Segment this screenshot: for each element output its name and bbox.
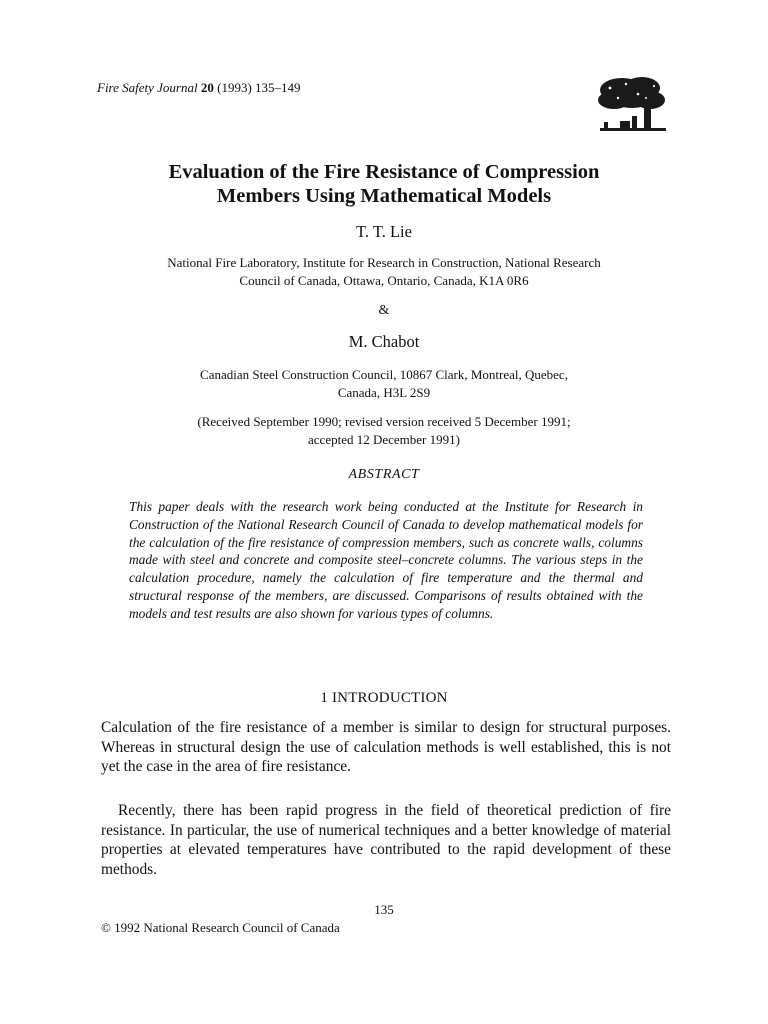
tree-logo-graphic bbox=[592, 74, 670, 140]
author-1-affiliation-line-2: Council of Canada, Ottawa, Ontario, Canada, K1A 0R6 bbox=[239, 272, 529, 288]
author-1-affiliation bbox=[80, 254, 688, 289]
journal-name: Fire Safety Journal bbox=[97, 80, 198, 95]
author-1-affiliation-line-1: National Fire Laboratory, Institute for Research in Construction, National Research bbox=[167, 255, 601, 270]
abstract-heading: ABSTRACT bbox=[348, 467, 420, 482]
received-dates-line-2: accepted 12 December 1991) bbox=[308, 431, 460, 447]
page-number: 135 bbox=[374, 902, 394, 917]
copyright-notice: © 1992 National Research Council of Canada bbox=[101, 920, 340, 935]
paper-title-line-1: Evaluation of the Fire Resistance of Compression bbox=[168, 161, 600, 183]
tree-logo-icon bbox=[592, 74, 670, 140]
received-dates bbox=[80, 413, 688, 448]
abstract-text: This paper deals with the research work being conducted at the Institute for Research in Construction of the National Research Council of Canada to develop mathematical models for the calculation of the fire resistance of compression members, such as concrete walls, columns made with steel and concrete and composite steel–concrete columns. The various steps in the calculation procedure, namely the calculation of fire temperature and the thermal and structural response of the members, are discussed. Comparisons of results obtained with the models and test results are also shown for various types of columns. bbox=[129, 499, 643, 621]
author-separator: & bbox=[378, 303, 390, 318]
journal-volume: 20 bbox=[200, 80, 214, 95]
paper-title-line-2: Members Using Mathematical Models bbox=[216, 184, 552, 207]
received-dates-line-1: (Received September 1990; revised version received 5 December 1991; bbox=[197, 414, 571, 429]
introduction-paragraph-2: Recently, there has been rapid progress in the field of theoretical prediction of fire resistance. In particular, the use of numerical techniques and a better knowledge of material properties at elevated temperatures have contributed to the rapid development of these methods. bbox=[101, 802, 671, 878]
journal-year-pages: (1993) 135–149 bbox=[217, 80, 301, 95]
journal-reference bbox=[97, 79, 301, 97]
author-2-affiliation bbox=[80, 366, 688, 401]
author-1: T. T. Lie bbox=[356, 222, 412, 241]
section-heading-introduction: 1 INTRODUCTION bbox=[320, 690, 448, 706]
paper-title bbox=[60, 161, 708, 208]
introduction-paragraph-1: Calculation of the fire resistance of a member is similar to design for structural purposes. Whereas in structural design the use of calculation methods is well established, this is not yet the case in the area of fire resistance. bbox=[101, 719, 671, 775]
author-2-affiliation-line-1: Canadian Steel Construction Council, 10867 Clark, Montreal, Quebec, bbox=[200, 367, 568, 382]
author-2-affiliation-line-2: Canada, H3L 2S9 bbox=[337, 384, 431, 400]
author-2: M. Chabot bbox=[348, 332, 420, 351]
